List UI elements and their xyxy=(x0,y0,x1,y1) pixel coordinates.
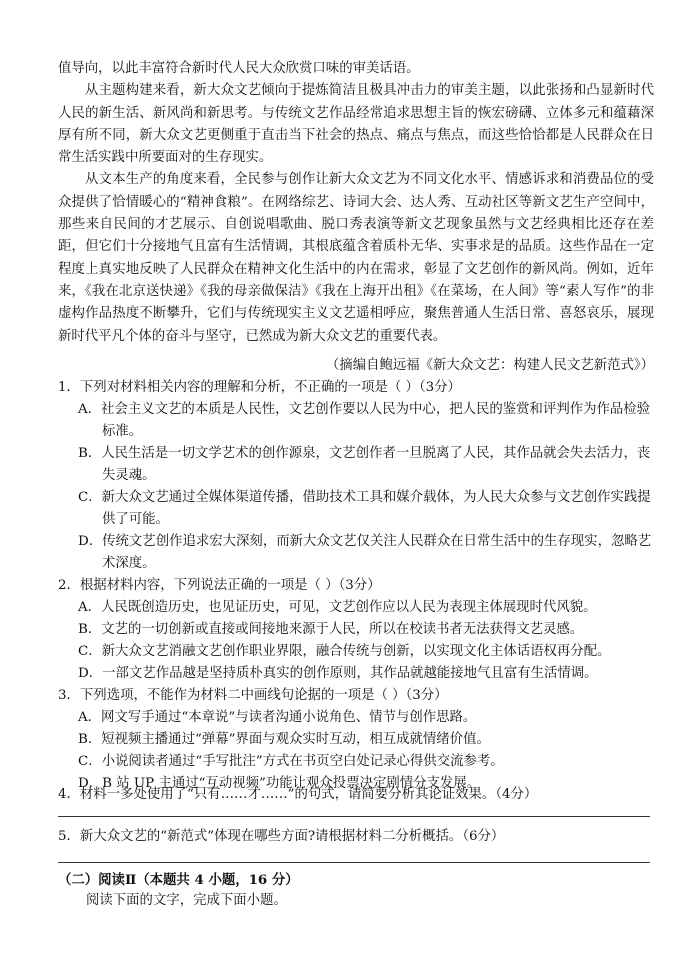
option-c: C．新大众文艺消融文艺创作职业界限，融合传统与创新，以实现文化主体话语权再分配。 xyxy=(78,644,611,659)
question-4: 4．材料一多处使用了“只有……才……”的句式，请简要分析其论证效果。（4分） xyxy=(58,787,538,802)
question-stem: 1．下列对材料相关内容的理解和分析，不正确的一项是（ ）（3分） xyxy=(58,380,461,395)
section-2-title: （二）阅读Ⅱ（本题共 4 小题，16 分） xyxy=(58,872,299,888)
question-5: 5．新大众文艺的“新范式”体现在哪些方面?请根据材料二分析概括。（6分） xyxy=(58,829,505,844)
questions-block xyxy=(58,377,658,795)
section-2-instruction: 阅读下面的文字，完成下面小题。 xyxy=(86,893,287,908)
option-b: B．人民生活是一切文学艺术的创作源泉，文艺创作者一旦脱离了人民，其作品就会失去活力，丧失灵魂。 xyxy=(78,446,651,483)
passage xyxy=(58,58,654,348)
option-a: A．网文写手通过“本章说”与读者沟通小说角色、情节与创作思路。 xyxy=(78,710,477,725)
option-a: A．人民既创造历史，也见证历史，可见，文艺创作应以人民为表现主体展现时代风貌。 xyxy=(78,600,597,615)
question-stem: 3．下列选项，不能作为材料二中画线句论据的一项是（ ）（3分） xyxy=(58,688,448,703)
answer-line xyxy=(58,816,650,817)
option-c: C．小说阅读者通过“手写批注”方式在书页空白处记录心得供交流参考。 xyxy=(78,754,504,769)
answer-line xyxy=(58,862,650,863)
passage-paragraph: 从主题构建来看，新大众文艺倾向于提炼简洁且极具冲击力的审美主题，以此张扬和凸显新时代人民的新生活、新风尚和新思考。与传统文艺作品经常追求思想主旨的恢宏磅礴、立体多元和蕴藉深厚有所不同，新大众文艺更侧重于直击当下社会的热点、痛点与焦点，而这些恰恰都是人民群众在日常生活实践中所要面对的生存现实。 xyxy=(58,83,654,166)
option-d: D．传统文艺创作追求宏大深刻，而新大众文艺仅关注人民群众在日常生活中的生存现实，忽略艺术深度。 xyxy=(78,534,652,571)
question-2 xyxy=(58,575,658,685)
question-1 xyxy=(58,377,658,575)
question-3 xyxy=(58,685,658,795)
passage-paragraph: 从文本生产的角度来看，全民参与创作让新大众文艺为不同文化水平、情感诉求和消费品位的受众提供了恰情暖心的“精神食粮”。在网络综艺、诗词大会、达人秀、互动社区等新文艺生产空间中，那些来自民间的才艺展示、自创说唱歌曲、脱口秀表演等新文艺现象虽然与文艺经典相比还存在差距，但它们十分接地气且富有生活情调，其根底蕴含着质朴无华、实事求是的品质。这些作品在一定程度上真实地反映了人民群众在精神文化生活中的内在需求，彰显了文艺创作的新风尚。例如，近年来，《我在北京送快递》《我的母亲做保洁》《我在上海开出租》《在菜场，在人间》等“素人写作”的非虚构作品热度不断攀升，它们与传统现实主义文艺遥相呼应，聚焦普通人生活日常、喜怒哀乐，展现新时代平凡个体的奋斗与坚守，已然成为新大众文艺的重要代表。 xyxy=(58,172,654,344)
question-stem: 2．根据材料内容，下列说法正确的一项是（ ）（3分） xyxy=(58,578,381,593)
option-d: D．一部文艺作品越是坚持质朴真实的创作原则，其作品就越能接地气且富有生活情调。 xyxy=(78,666,598,681)
source-citation: （摘编自鲍远福《新大众文艺：构建人民文艺新范式》） xyxy=(325,358,654,373)
option-a: A．社会主义文艺的本质是人民性，文艺创作要以人民为中心，把人民的鉴赏和评判作为作品检验标准。 xyxy=(78,402,651,439)
option-b: B．短视频主播通过“弹幕”界面与观众实时互动，相互成就情绪价值。 xyxy=(78,732,490,747)
option-c: C．新大众文艺通过全媒体渠道传播，借助技术工具和媒介载体，为人民大众参与文艺创作实践提供了可能。 xyxy=(78,490,651,527)
option-d: D．B 站 UP 主通过“互动视频”功能让观众投票决定剧情分支发展。 xyxy=(78,776,481,791)
option-b: B．文艺的一切创新或直接或间接地来源于人民，所以在校读书者无法获得文艺灵感。 xyxy=(78,622,584,637)
passage-paragraph: 值导向，以此丰富符合新时代人民大众欣赏口味的审美话语。 xyxy=(58,61,420,76)
